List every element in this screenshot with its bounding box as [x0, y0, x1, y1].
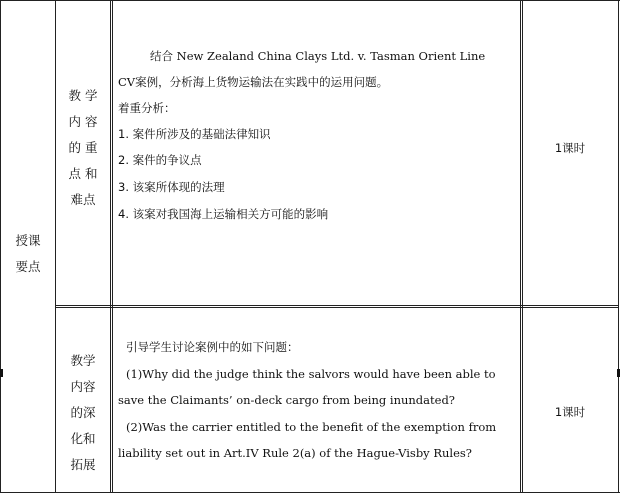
category-line: 难点: [70, 192, 96, 207]
row-sep-a: [55, 305, 619, 306]
col-sep-2b: [112, 0, 113, 493]
row1-intro: 结合 New Zealand China Clays Ltd. v. Tasman Orient Line: [150, 49, 486, 63]
row2-line: save the Claimants’ on-deck cargo from being inundated?: [118, 393, 455, 407]
row2-line: (1)Why did the judge think the salvors would have been able to: [126, 367, 496, 381]
category-line: 拓展: [70, 457, 96, 472]
row1-heading: 着重分析：: [118, 101, 176, 115]
category-line: 内容: [70, 379, 96, 394]
side-label-line: 要点: [15, 259, 41, 274]
table-right-border: [618, 0, 619, 493]
col-sep-2a: [110, 0, 111, 493]
row2-category: [56, 348, 110, 478]
category-line: 化和: [70, 431, 96, 446]
row1-item: 3. 该案所体现的法理: [118, 180, 225, 194]
table-bottom-border: [0, 492, 620, 493]
category-line: 的 重: [68, 140, 98, 155]
row1-item: 2. 案件的争议点: [118, 153, 202, 167]
side-label: [2, 228, 54, 280]
category-line: 点 和: [68, 166, 98, 181]
category-line: 教 学: [68, 88, 98, 103]
category-line: 教学: [70, 353, 96, 368]
table-left-border: [0, 0, 1, 493]
row2-intro: 引导学生讨论案例中的如下问题：: [126, 340, 299, 354]
row-sep-b: [55, 307, 619, 308]
category-line: 的深: [70, 405, 96, 420]
row1-intro-cont: CV案例，分析海上货物运输法在实践中的运用问题。: [118, 75, 389, 89]
row1-category: [56, 83, 110, 213]
row2-hours: 1课时: [554, 405, 586, 419]
side-label-line: 授课: [15, 233, 41, 248]
left-edge-mark: [0, 369, 3, 377]
col-sep-3a: [520, 0, 521, 493]
table-top-border: [0, 0, 620, 1]
row2-line: (2)Was the carrier entitled to the benefit of the exemption from: [126, 420, 497, 434]
row1-item: 1. 案件所涉及的基础法律知识: [118, 127, 271, 141]
row1-item: 4. 该案对我国海上运输相关方可能的影响: [118, 207, 329, 221]
row1-hours: 1课时: [554, 141, 586, 155]
category-line: 内 容: [68, 114, 98, 129]
row2-line: liability set out in Art.IV Rule 2(a) of the Hague-Visby Rules?: [118, 446, 472, 460]
